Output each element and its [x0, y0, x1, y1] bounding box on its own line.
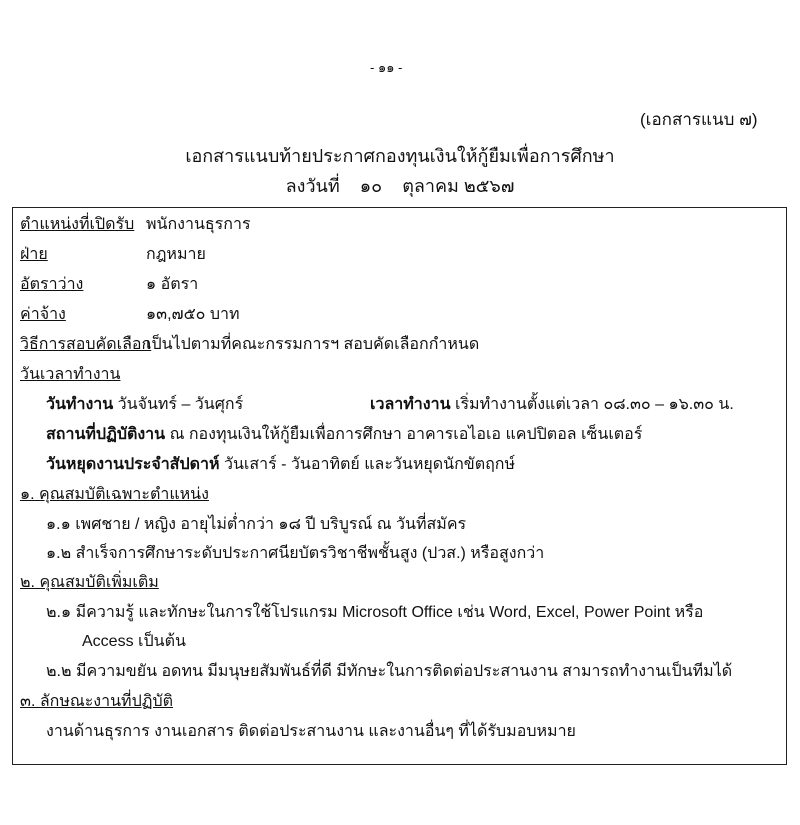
location-label: สถานที่ปฏิบัติงาน: [46, 426, 166, 443]
attachment-label: (เอกสารแนบ ๗): [640, 110, 758, 129]
schedule-heading: วันเวลาทำงาน: [20, 366, 121, 383]
field-label-salary: ค่าจ้าง: [20, 306, 66, 323]
field-label-position: ตำแหน่งที่เปิดรับ: [20, 216, 135, 233]
list-item-continuation: Access เป็นต้น: [82, 633, 186, 650]
field-value-vacancies: ๑ อัตรา: [146, 276, 199, 293]
section-heading-qualifications: ๑. คุณสมบัติเฉพาะตำแหน่ง: [20, 486, 209, 503]
workdays-line: [46, 395, 243, 415]
date-day: ๑๐: [359, 176, 383, 196]
field-label-department: ฝ่าย: [20, 246, 48, 263]
location-line: [46, 425, 642, 445]
document-title: เอกสารแนบท้ายประกาศกองทุนเงินให้กู้ยืมเพื่อการศึกษา: [185, 146, 615, 166]
list-item: ๒.๒ มีความขยัน อดทน มีมนุษยสัมพันธ์ที่ดี มีทักษะในการติดต่อประสานงาน สามารถทำงานเป็นทีมได้: [46, 663, 733, 680]
field-value-position: พนักงานธุรการ: [146, 216, 251, 233]
field-value-salary: ๑๓,๗๕๐ บาท: [146, 306, 240, 323]
holidays-label: วันหยุดงานประจำสัปดาห์: [46, 456, 220, 473]
list-item: งานด้านธุรการ งานเอกสาร ติดต่อประสานงาน และงานอื่นๆ ที่ได้รับมอบหมาย: [46, 723, 576, 740]
list-item: ๒.๑ มีความรู้ และทักษะในการใช้โปรแกรม Microsoft Office เช่น Word, Excel, Power Point หรือ: [46, 604, 704, 621]
hours-line: [370, 395, 734, 415]
date-label: ลงวันที่: [285, 176, 340, 196]
list-item: ๑.๑ เพศชาย / หญิง อายุไม่ต่ำกว่า ๑๘ ปี บริบูรณ์ ณ วันที่สมัคร: [46, 516, 467, 533]
field-value-selection: เป็นไปตามที่คณะกรรมการฯ สอบคัดเลือกกำหนด: [146, 336, 480, 353]
field-label-selection: วิธีการสอบคัดเลือก: [20, 336, 152, 353]
holidays-value: วันเสาร์ - วันอาทิตย์ และวันหยุดนักขัตฤกษ์: [223, 456, 516, 473]
workdays-value: วันจันทร์ – วันศุกร์: [117, 396, 244, 413]
section-heading-duties: ๓. ลักษณะงานที่ปฏิบัติ: [20, 693, 174, 710]
list-item: ๑.๒ สำเร็จการศึกษาระดับประกาศนียบัตรวิชาชีพชั้นสูง (ปวส.) หรือสูงกว่า: [46, 545, 545, 562]
workdays-label: วันทำงาน: [46, 396, 114, 413]
field-label-vacancies: อัตราว่าง: [20, 276, 84, 293]
date-month-year: ตุลาคม ๒๕๖๗: [402, 176, 515, 196]
section-heading-additional: ๒. คุณสมบัติเพิ่มเติม: [20, 574, 159, 591]
holidays-line: [46, 455, 515, 475]
document-date: [0, 176, 800, 196]
hours-label: เวลาทำงาน: [370, 396, 451, 413]
location-value: ณ กองทุนเงินให้กู้ยืมเพื่อการศึกษา อาคารเอไอเอ แคปปิตอล เซ็นเตอร์: [169, 426, 643, 443]
field-value-department: กฎหมาย: [146, 246, 206, 263]
page-number: - ๑๑ -: [370, 60, 403, 75]
hours-value: เริ่มทำงานตั้งแต่เวลา ๐๘.๓๐ – ๑๖.๓๐ น.: [454, 396, 734, 413]
